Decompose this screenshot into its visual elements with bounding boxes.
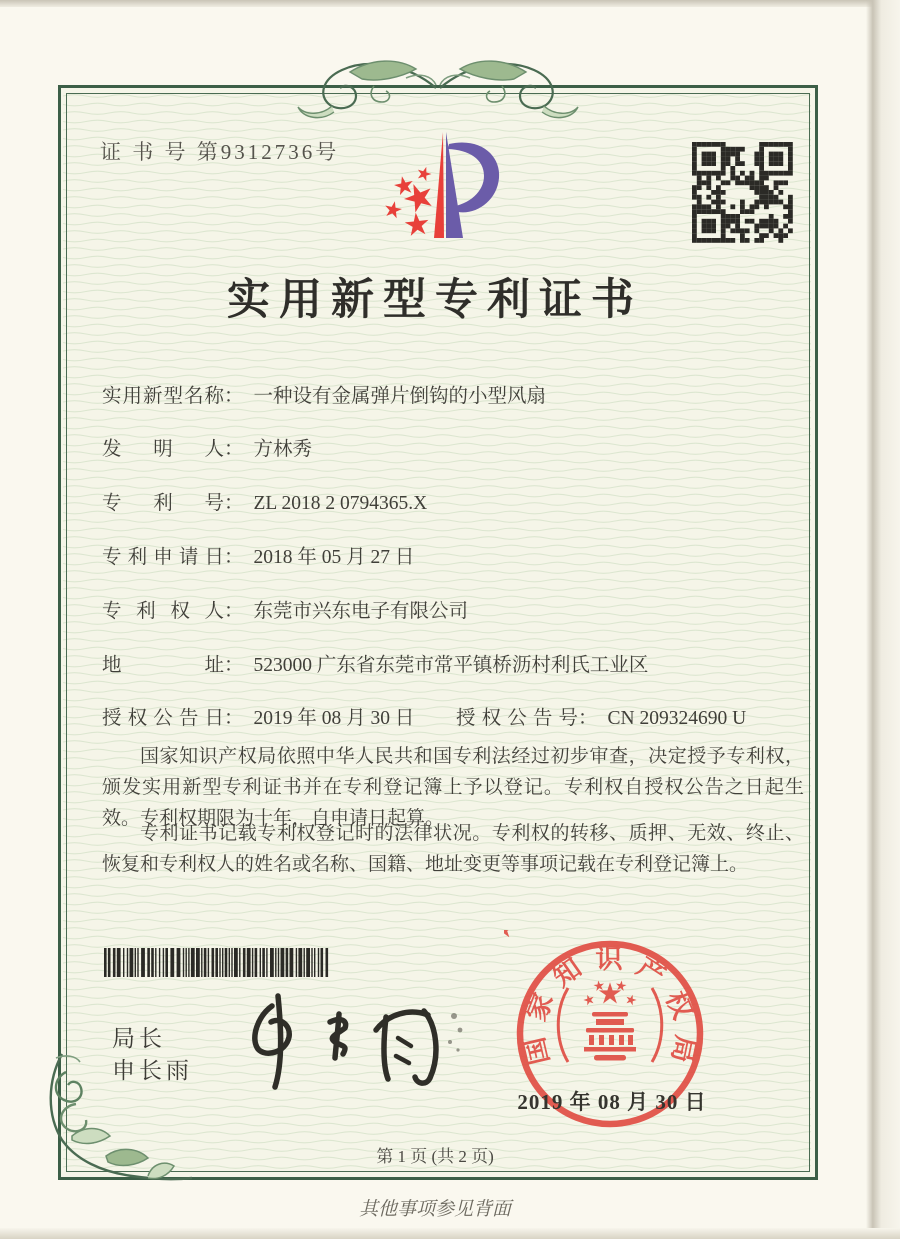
footer-page-number: 第 1 页 (共 2 页) xyxy=(376,1147,494,1166)
grant-date-label: 授权公告日 xyxy=(102,708,224,729)
scan-edge-bottom xyxy=(0,1228,900,1239)
top-flourish-ornament xyxy=(286,52,590,122)
colon: ： xyxy=(224,708,244,729)
inventor-value: 方林秀 xyxy=(253,439,313,460)
name-value: 一种设有金属弹片倒钩的小型风扇 xyxy=(253,386,547,407)
name-label: 实用新型名称 xyxy=(102,386,224,407)
certificate-number: 证 书 号 第9312736号 xyxy=(100,140,340,164)
seal-date: 2019 年 08 月 30 日 xyxy=(517,1090,707,1114)
scan-edge-top xyxy=(0,0,900,7)
colon: ： xyxy=(224,655,244,676)
grant-no-label: 授权公告号 xyxy=(456,708,578,729)
signer-title: 局长 xyxy=(112,1026,166,1051)
seal-text: 国家知识产权局 xyxy=(519,943,701,1068)
barcode xyxy=(104,948,334,977)
patent-no-label: 专利号 xyxy=(102,493,224,514)
colon: ： xyxy=(224,547,244,568)
filing-date-value: 2018 年 05 月 27 日 xyxy=(253,547,415,568)
colon: ： xyxy=(224,601,244,622)
field-row-name xyxy=(102,380,802,408)
cnipa-logo-icon xyxy=(377,124,507,256)
patentee-label: 专利权人 xyxy=(102,601,224,622)
field-row-patentee xyxy=(102,595,802,623)
field-row-address xyxy=(102,649,802,677)
body-paragraph-1: 国家知识产权局依照中华人民共和国专利法经过初步审查，决定授予专利权，颁发实用新型专利证书并在专利登记簿上予以登记。专利权自授权公告之日起生效。专利权期限为十年，自申请日起算。 xyxy=(102,746,804,829)
footer-note: 其他事项参见背面 xyxy=(358,1199,511,1220)
signer-name: 申长雨 xyxy=(112,1058,193,1083)
patentee-value: 东莞市兴东电子有限公司 xyxy=(253,601,469,622)
grant-no-value: CN 209324690 U xyxy=(607,708,747,729)
field-row-patent-no xyxy=(102,487,802,515)
body-paragraph-2: 专利证书记载专利权登记时的法律状况。专利权的转移、质押、无效、终止、恢复和专利权人的姓名或名称、国籍、地址变更等事项记载在专利登记簿上。 xyxy=(102,823,804,875)
address-value: 523000 广东省东莞市常平镇桥沥村利氏工业区 xyxy=(253,655,649,676)
signature-shen-changyu xyxy=(238,986,473,1094)
colon: ： xyxy=(224,493,244,514)
field-row-inventor xyxy=(102,433,802,461)
patent-no-value: ZL 2018 2 0794365.X xyxy=(253,493,428,514)
colon: ： xyxy=(224,439,244,460)
inventor-label: 发明人 xyxy=(102,439,224,460)
certificate-title: 实用新型专利证书 xyxy=(227,277,643,324)
scan-edge-right xyxy=(866,0,900,1239)
filing-date-label: 专利申请日 xyxy=(102,547,224,568)
field-row-grant xyxy=(102,702,802,730)
address-label: 地址 xyxy=(102,655,224,676)
grant-date-value: 2019 年 08 月 30 日 xyxy=(253,708,415,729)
qr-code xyxy=(692,142,793,243)
colon: ： xyxy=(578,708,598,729)
colon: ： xyxy=(224,386,244,407)
field-row-filing-date xyxy=(102,541,802,569)
